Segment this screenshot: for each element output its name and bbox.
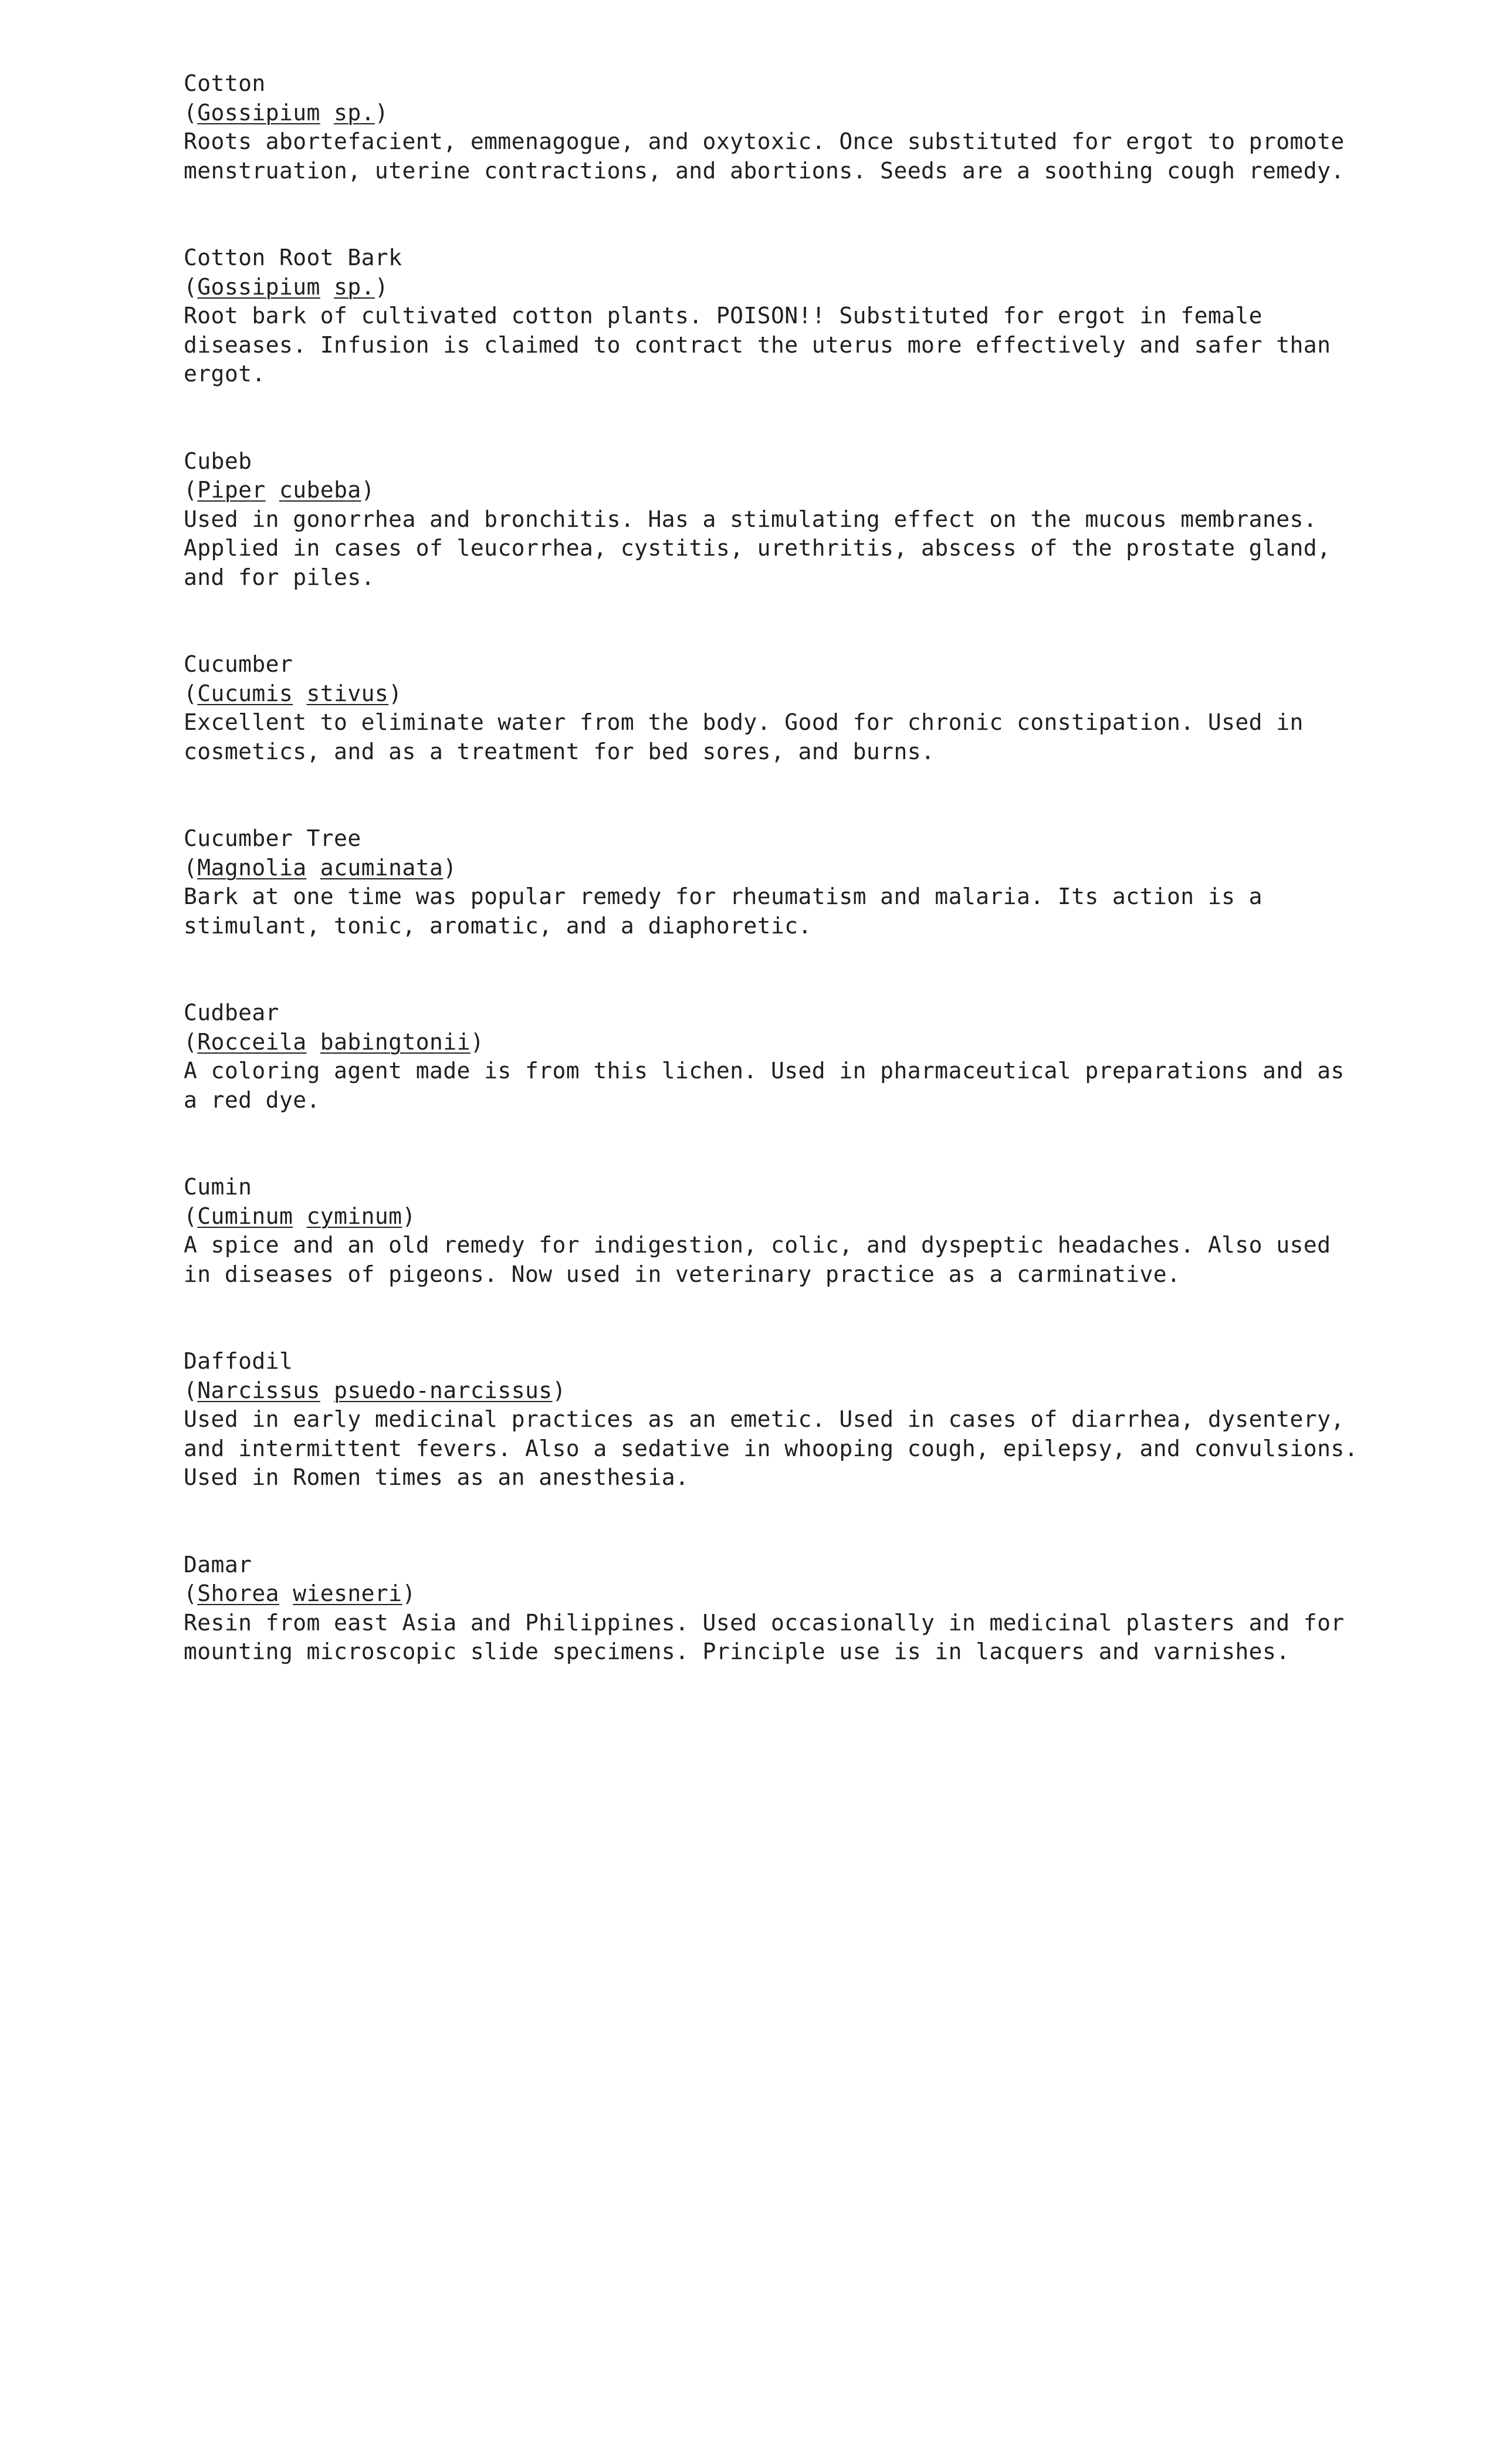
- entry-description: Roots abortefacient, emmenagogue, and oxytoxic. Once substituted for ergot to promote menstruation, uterine contractions, and abortions. Seeds are a soothing cough remedy.: [184, 128, 1345, 184]
- entry-genus: Piper: [197, 477, 266, 503]
- entry-species: babingtonii: [320, 1028, 471, 1055]
- entry-list: [184, 69, 1369, 1725]
- entry-scientific-name: (Magnolia acuminata): [184, 854, 457, 881]
- entry-species: cyminum: [306, 1203, 402, 1229]
- entry-genus: Narcissus: [197, 1377, 320, 1403]
- entry-species: psuedo-narcissus: [334, 1377, 553, 1403]
- entry: [184, 69, 1369, 185]
- entry-description: Used in gonorrhea and bronchitis. Has a stimulating effect on the mucous membranes. Applied in cases of leucorrhea, cystitis, urethritis, abscess of the prostate gland, and for piles.: [184, 506, 1331, 590]
- entry-scientific-name: (Piper cubeba): [184, 477, 375, 503]
- entry-genus: Cuminum: [197, 1203, 293, 1229]
- entry-scientific-name: (Shorea wiesneri): [184, 1580, 416, 1606]
- entry-genus: Cucumis: [197, 680, 293, 706]
- entry-species: wiesneri: [293, 1580, 402, 1606]
- entry-description: Resin from east Asia and Philippines. Used occasionally in medicinal plasters and for mounting microscopic slide specimens. Principle use is in lacquers and varnishes.: [184, 1609, 1345, 1664]
- entry-species: sp.: [334, 99, 375, 126]
- entry-common-name: Cudbear: [184, 1000, 279, 1025]
- entry-scientific-name: (Rocceila babingtonii): [184, 1028, 485, 1055]
- entry-common-name: Cucumber Tree: [184, 825, 361, 851]
- entry-description: Root bark of cultivated cotton plants. POISON!! Substituted for ergot in female diseases. Infusion is claimed to contract the uterus more effectively and safer than ergot.: [184, 303, 1331, 387]
- entry-common-name: Daffodil: [184, 1348, 293, 1374]
- entry-common-name: Cotton Root Bark: [184, 245, 402, 270]
- entry-scientific-name: (Gossipium sp.): [184, 99, 389, 126]
- entry: [184, 999, 1369, 1115]
- entry: [184, 1173, 1369, 1289]
- entry-description: Used in early medicinal practices as an emetic. Used in cases of diarrhea, dysentery, and intermittent fevers. Also a sedative in whooping cough, epilepsy, and convulsions. Used in Romen times as an anesthesia.: [184, 1406, 1358, 1490]
- entry-species: sp.: [334, 273, 375, 300]
- entry-genus: Magnolia: [197, 854, 307, 881]
- entry-description: A coloring agent made is from this lichen. Used in pharmaceutical preparations and as a red dye.: [184, 1058, 1345, 1113]
- entry-description: Bark at one time was popular remedy for rheumatism and malaria. Its action is a stimulant, tonic, aromatic, and a diaphoretic.: [184, 884, 1263, 939]
- entry-scientific-name: (Narcissus psuedo-narcissus): [184, 1377, 566, 1403]
- entry-common-name: Cubeb: [184, 448, 252, 474]
- entry: [184, 1551, 1369, 1667]
- entry-scientific-name: (Cuminum cyminum): [184, 1203, 416, 1229]
- entry: [184, 447, 1369, 593]
- entry-genus: Rocceila: [197, 1028, 307, 1055]
- entry-description: Excellent to eliminate water from the body. Good for chronic constipation. Used in cosmetics, and as a treatment for bed sores, and burns.: [184, 709, 1304, 764]
- entry-species: stivus: [306, 680, 389, 706]
- entry-genus: Shorea: [197, 1580, 279, 1606]
- entry: [184, 824, 1369, 940]
- entry: [184, 650, 1369, 766]
- entry-common-name: Damar: [184, 1551, 252, 1578]
- entry-common-name: Cotton: [184, 70, 266, 96]
- entry-scientific-name: (Cucumis stivus): [184, 680, 402, 706]
- entry-species: acuminata: [320, 854, 444, 881]
- entry-description: A spice and an old remedy for indigestion, colic, and dyspeptic headaches. Also used in diseases of pigeons. Now used in veterinary practice as a carminative.: [184, 1232, 1331, 1287]
- entry: [184, 243, 1369, 389]
- entry-common-name: Cucumber: [184, 651, 293, 677]
- entry: [184, 1347, 1369, 1492]
- entry-species: cubeba: [279, 477, 361, 503]
- entry-scientific-name: (Gossipium sp.): [184, 273, 389, 300]
- entry-common-name: Cumin: [184, 1174, 252, 1200]
- entry-genus: Gossipium: [197, 273, 320, 300]
- entry-genus: Gossipium: [197, 99, 320, 126]
